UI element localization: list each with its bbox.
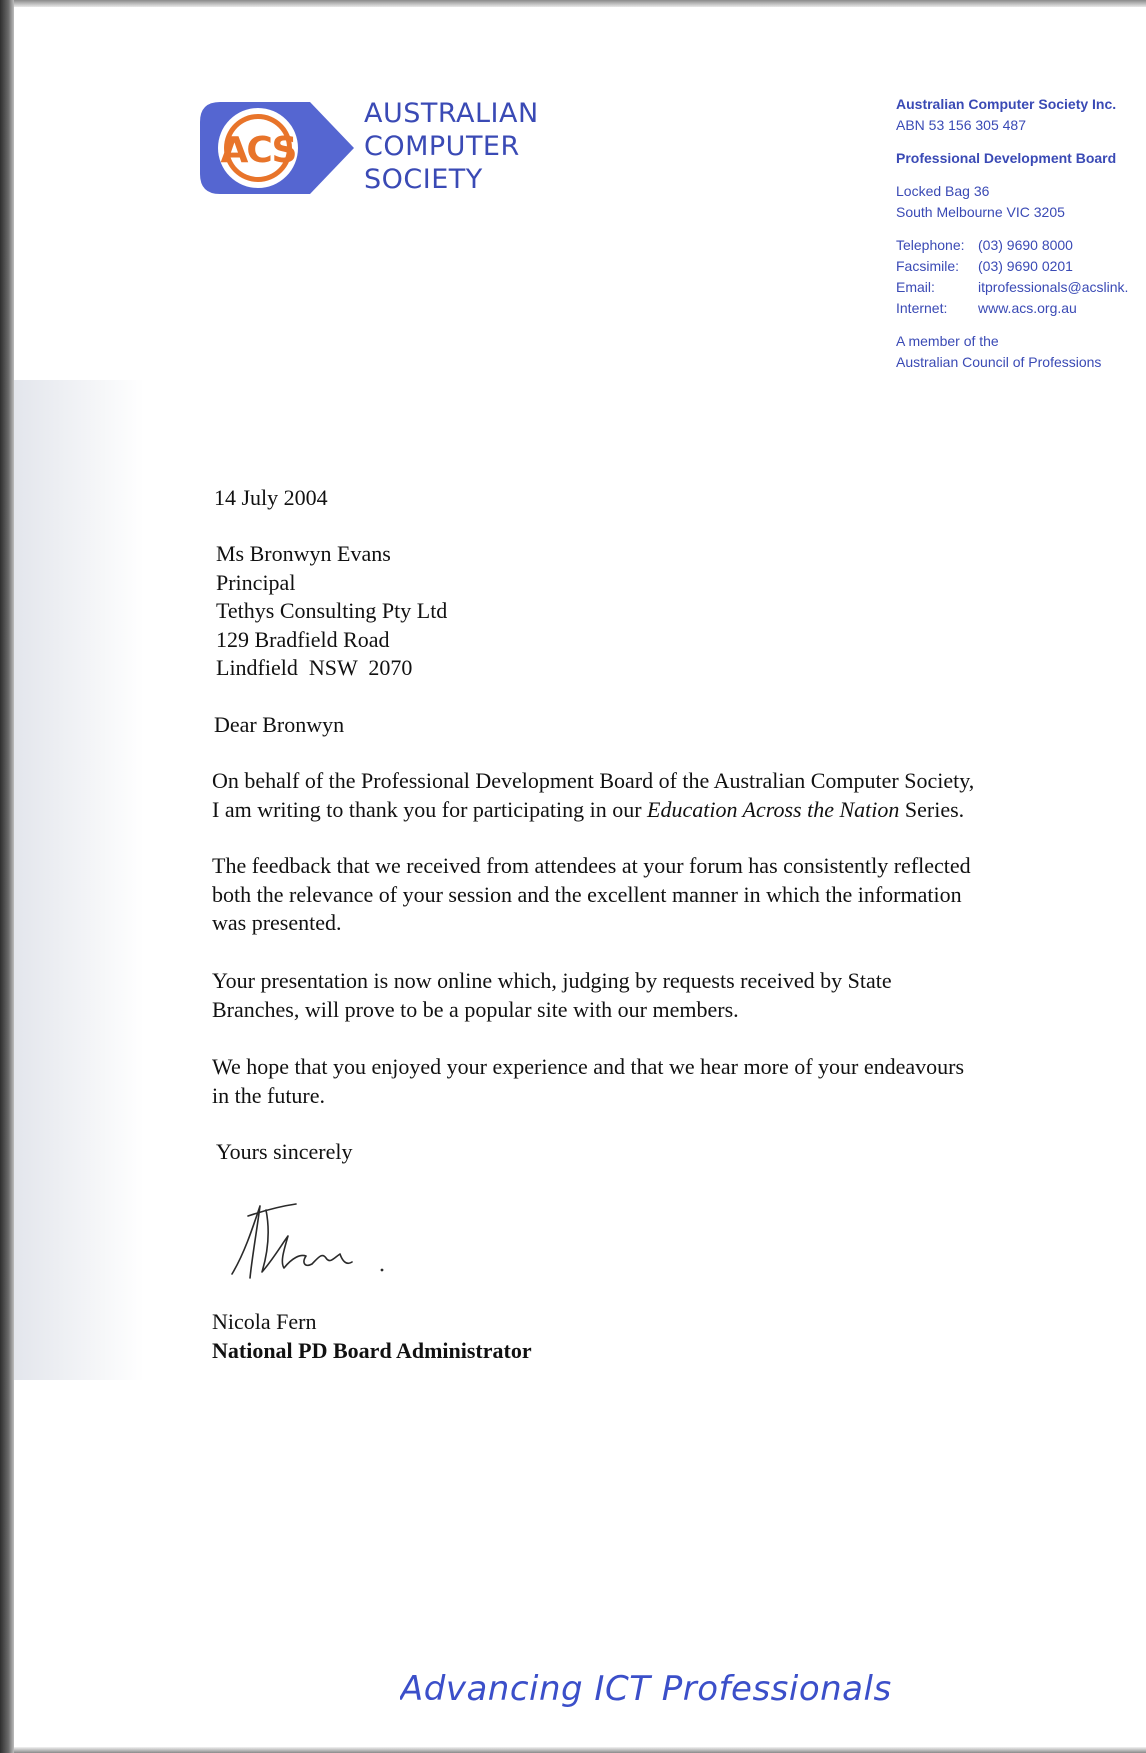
paragraph-2-line-3: was presented.: [212, 910, 342, 935]
letterhead-contact: [896, 94, 1146, 373]
recipient-company: Tethys Consulting Pty Ltd: [216, 598, 448, 623]
paragraph-1: [212, 767, 1092, 824]
paragraph-4-line-1: We hope that you enjoyed your experience and that we hear more of your endeavours: [212, 1054, 965, 1079]
paragraph-3-line-2: Branches, will prove to be a popular site with our members.: [212, 996, 739, 1022]
signature-image: [222, 1196, 402, 1286]
letterhead-org-name: Australian Computer Society Inc.: [896, 96, 1117, 112]
acs-logo-icon: [198, 100, 358, 196]
fold-shadow: [14, 380, 144, 1380]
recipient-city: Lindfield NSW 2070: [216, 655, 413, 680]
logo-wordmark: [364, 97, 539, 196]
recipient-title: Principal: [216, 569, 296, 595]
salutation: Dear Bronwyn: [214, 712, 345, 737]
letterhead-telephone: Telephone: (03) 9690 8000: [896, 237, 1073, 253]
scan-edge-top: [14, 0, 1146, 7]
paragraph-1-line-1: On behalf of the Professional Development Board of the Australian Computer Society,: [212, 768, 975, 793]
recipient-address: [216, 540, 1096, 683]
recipient-name: Ms Bronwyn Evans: [216, 541, 391, 566]
logo-line-1: AUSTRALIAN: [364, 98, 539, 129]
recipient-street: 129 Bradfield Road: [216, 626, 390, 652]
letterhead-member-1: A member of the: [896, 333, 999, 349]
footer-tagline-text: Advancing ICT Professionals: [400, 1669, 892, 1709]
letter-date: 14 July 2004: [214, 485, 328, 510]
paragraph-4-line-2: in the future.: [212, 1082, 326, 1108]
paragraph-3-line-1: Your presentation is now online which, judging by requests received by State: [212, 968, 892, 993]
closing: Yours sincerely: [216, 1139, 353, 1164]
logo-line-3: SOCIETY: [364, 164, 483, 195]
letterhead-facsimile: Facsimile: (03) 9690 0201: [896, 258, 1073, 274]
signer-name: Nicola Fern: [212, 1309, 317, 1334]
series-name: Education Across the Nation: [647, 796, 900, 822]
scan-edge-bottom: [14, 1747, 1146, 1753]
letterhead-internet: Internet: www.acs.org.au: [896, 300, 1077, 316]
letterhead-email: Email: itprofessionals@acslink.: [896, 279, 1129, 295]
logo-line-2: COMPUTER: [364, 131, 520, 162]
footer-tagline: [400, 1658, 920, 1718]
paragraph-2-line-2: both the relevance of your session and the excellent manner in which the information: [212, 881, 962, 907]
paragraph-3: [212, 967, 1092, 1024]
scan-edge-left: [0, 0, 14, 1753]
paragraph-2: [212, 852, 1092, 938]
letterhead-member-2: Australian Council of Professions: [896, 354, 1102, 370]
letterhead-address-2: South Melbourne VIC 3205: [896, 204, 1065, 220]
letterhead-abn: ABN 53 156 305 487: [896, 117, 1026, 133]
signer-title: National PD Board Administrator: [212, 1338, 532, 1363]
letterhead-board: Professional Development Board: [896, 150, 1117, 166]
paragraph-4: [212, 1053, 1092, 1110]
paragraph-1-line-2: I am writing to thank you for participating in our Education Across the Nation Series.: [212, 796, 965, 822]
paragraph-2-line-1: The feedback that we received from attendees at your forum has consistently reflected: [212, 853, 971, 878]
acs-logo-monogram: ACS: [220, 130, 296, 171]
letterhead-address-1: Locked Bag 36: [896, 183, 990, 199]
